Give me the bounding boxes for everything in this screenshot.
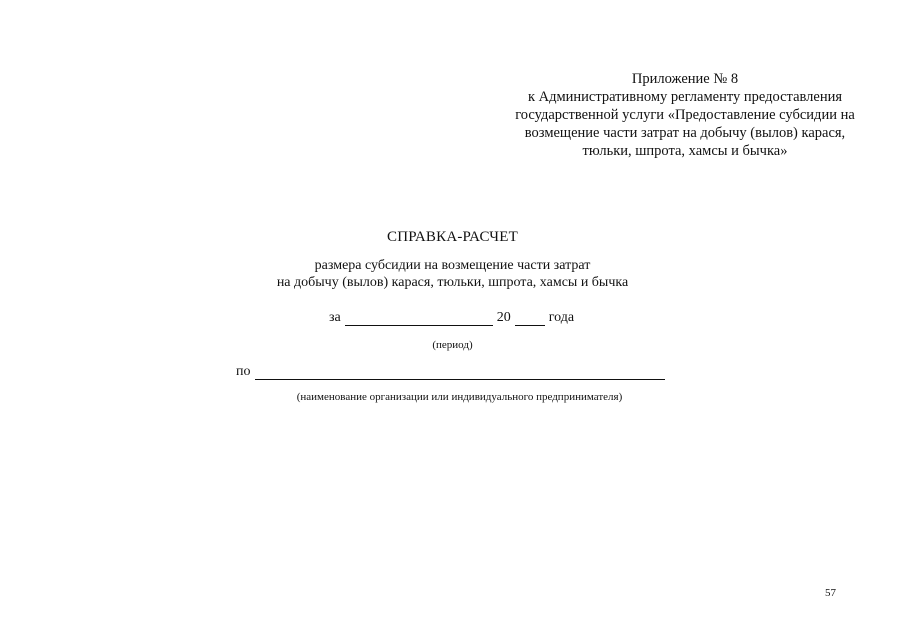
document-title: СПРАВКА-РАСЧЕТ [387, 229, 518, 245]
period-row [329, 310, 574, 326]
period-suffix: года [548, 310, 575, 325]
period-caption: (период) [432, 339, 473, 351]
page-number: 57 [825, 587, 836, 599]
organization-blank-field[interactable] [255, 365, 665, 380]
document-subtitle [0, 257, 905, 291]
subtitle-line: на добычу (вылов) карася, тюльки, шпрота, хамсы и бычка [276, 275, 629, 290]
organization-caption: (наименование организации или индивидуального предпринимателя) [296, 391, 623, 403]
organization-prefix: по [236, 364, 251, 379]
appendix-line: тюльки, шпрота, хамсы и бычка» [582, 143, 788, 159]
organization-row [236, 364, 669, 380]
appendix-header [470, 70, 900, 160]
period-prefix: за [329, 310, 341, 325]
subtitle-line: размера субсидии на возмещение части затрат [314, 258, 591, 273]
year-blank-field[interactable] [515, 311, 545, 326]
year-prefix: 20 [496, 310, 511, 325]
appendix-line: государственной услуги «Предоставление субсидии на [515, 107, 855, 123]
period-blank-field[interactable] [345, 311, 493, 326]
appendix-line: к Административному регламенту предоставления [527, 89, 843, 105]
appendix-line: Приложение № 8 [631, 71, 739, 87]
appendix-line: возмещение части затрат на добычу (вылов) карася, [524, 125, 846, 141]
